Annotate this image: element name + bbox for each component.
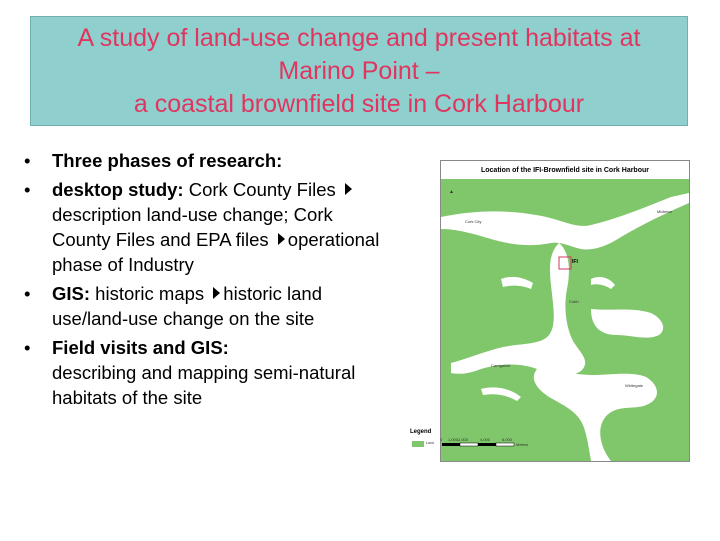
- bullet-text: operational phase of Industry: [52, 229, 380, 275]
- bullet-dot: •: [24, 179, 31, 200]
- scale-tick: 0: [440, 437, 443, 442]
- map-label-midleton: Midleton: [657, 209, 673, 214]
- scale-units: Meters: [516, 442, 529, 447]
- bullet-item: [24, 335, 384, 410]
- slide-title: [30, 16, 688, 126]
- title-line-1: A study of land-use change and present habitats at: [77, 23, 641, 52]
- bullet-dot: •: [24, 337, 31, 358]
- bullet-dot: •: [24, 150, 31, 171]
- map-title: Location of the IFI-Brownfield site in Cork Harbour: [480, 167, 649, 174]
- bullet-heading: Field visits and GIS:: [52, 337, 229, 358]
- bullet-text: Cork County Files: [183, 179, 336, 200]
- bullet-heading: GIS:: [52, 283, 91, 304]
- map-label-carrigaline: Carrigaline: [491, 363, 511, 368]
- bullet-item: [24, 148, 384, 173]
- harbour-map: [440, 160, 690, 462]
- bullet-heading: desktop study:: [52, 179, 184, 200]
- map-label-cobh: Cobh: [569, 299, 579, 304]
- title-line-2: Marino Point –: [278, 56, 440, 85]
- bullet-text: description land-use change; Cork County Files and EPA files: [52, 204, 333, 250]
- map-label-whitegate: Whitegate: [625, 383, 644, 388]
- bullet-heading: Three phases of research:: [52, 150, 283, 171]
- bullet-text: historic maps: [90, 283, 205, 304]
- legend-title: Legend: [410, 429, 432, 435]
- scale-tick: 6,000: [502, 437, 513, 442]
- north-arrow-icon: ▲: [449, 189, 454, 195]
- bullet-item: [24, 281, 384, 331]
- map-canvas: [441, 179, 689, 461]
- legend-land-label: Land: [426, 441, 434, 445]
- title-line-3: a coastal brownfield site in Cork Harbour: [133, 89, 585, 118]
- map-label-cork-city: Cork City: [465, 219, 482, 224]
- scale-tick: 1,000: [448, 437, 459, 442]
- map-legend: [410, 429, 540, 459]
- scale-tick: 2,000: [458, 437, 469, 442]
- map-label-ifi: IFI: [572, 259, 578, 265]
- bullet-dot: •: [24, 283, 31, 304]
- arrow-right-icon: [213, 287, 220, 299]
- arrow-right-icon: [278, 233, 285, 245]
- scale-bar: [436, 437, 536, 453]
- legend-land-swatch: [412, 441, 424, 447]
- scale-tick: 4,000: [480, 437, 491, 442]
- bullet-text: historic land use/land-use change on the site: [52, 283, 323, 329]
- bullet-item: [24, 177, 384, 277]
- bullet-list: [24, 148, 384, 414]
- bullet-text: describing and mapping semi-natural habitats of the site: [52, 362, 356, 408]
- arrow-right-icon: [345, 183, 352, 195]
